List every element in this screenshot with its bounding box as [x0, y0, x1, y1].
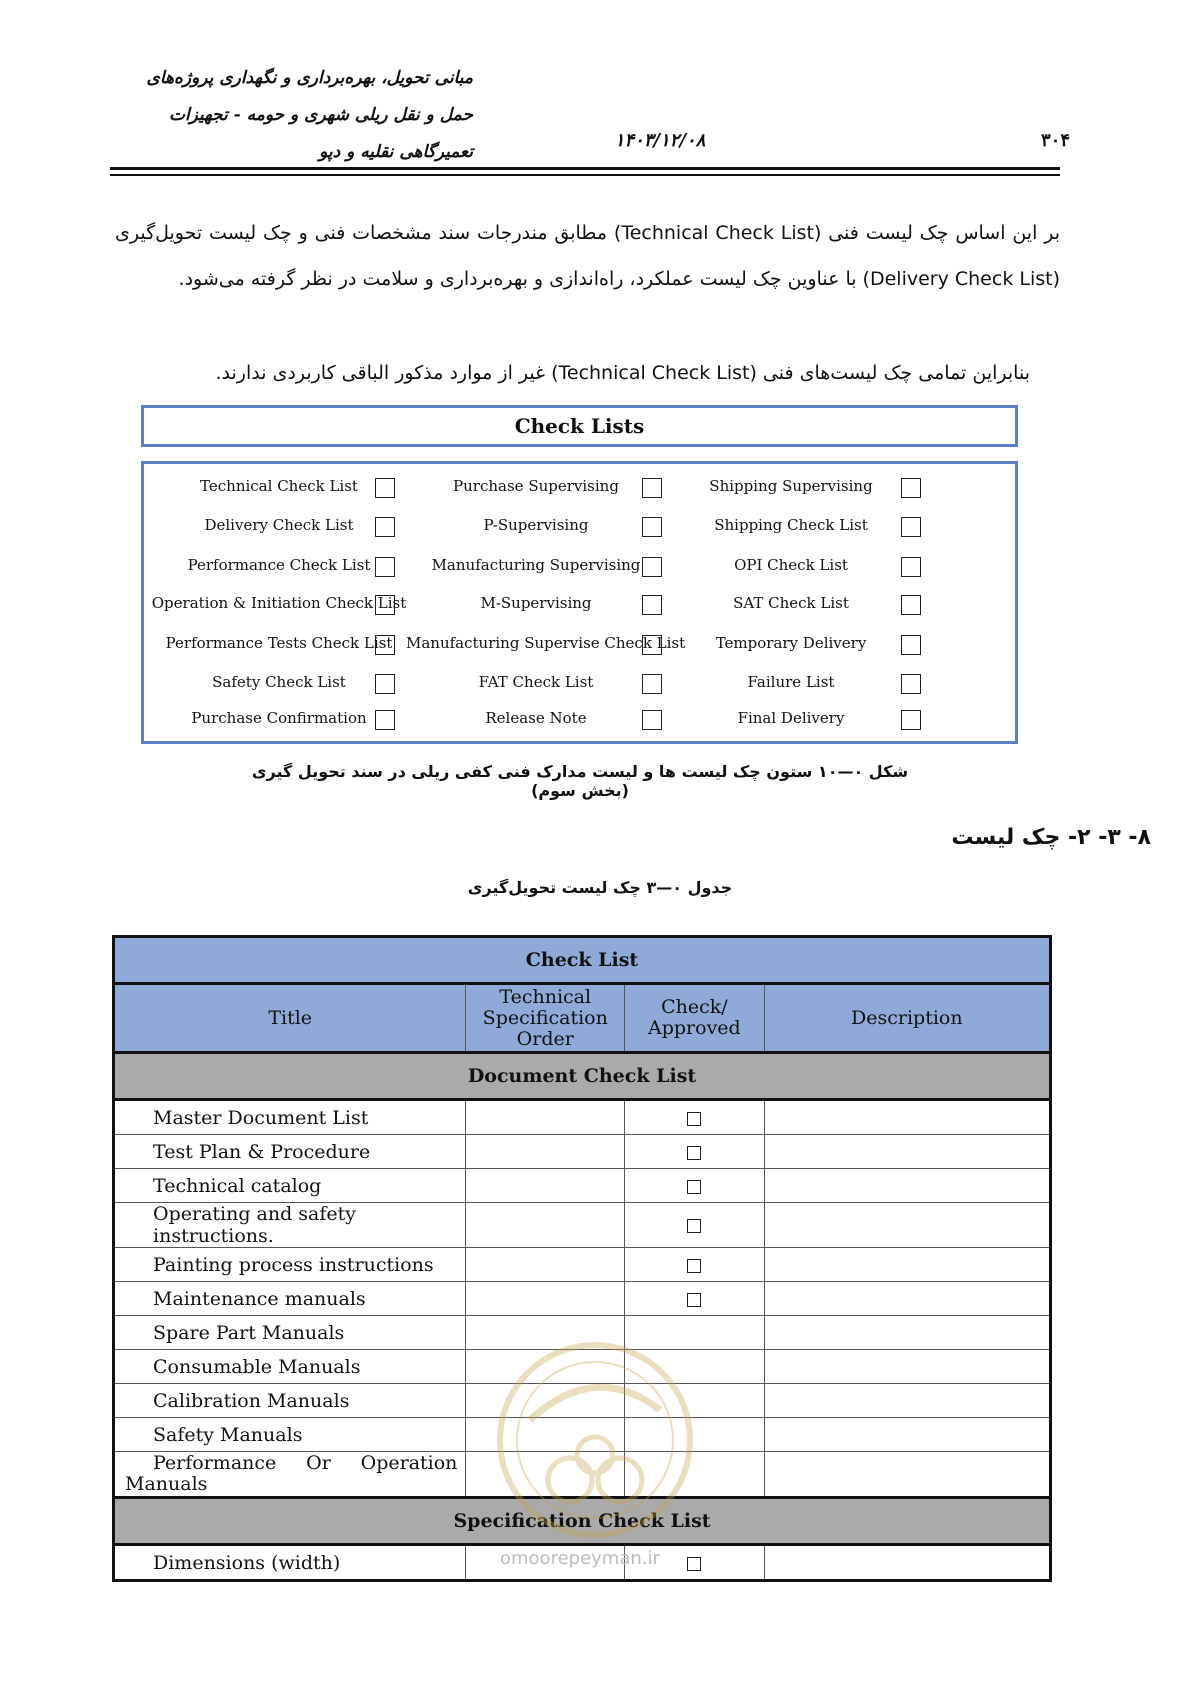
- row-tso: [466, 1418, 625, 1452]
- row-check: [625, 1169, 765, 1203]
- row-title: Test Plan & Procedure: [114, 1135, 466, 1169]
- page-number: ۳۰۴: [1040, 130, 1070, 151]
- header-check: [625, 984, 765, 1053]
- header-title: Title: [114, 984, 466, 1053]
- table-row: [114, 1135, 1051, 1169]
- table-row: [114, 1316, 1051, 1350]
- check-list-item-label: Safety Check List: [212, 673, 346, 691]
- row-title: Maintenance manuals: [114, 1282, 466, 1316]
- row-description: [764, 1169, 1050, 1203]
- row-title: Master Document List: [114, 1100, 466, 1135]
- row-title-word: Operation: [360, 1452, 458, 1474]
- section-row: Specification Check List: [114, 1498, 1051, 1545]
- row-tso: [466, 1350, 625, 1384]
- check-list-item-label: Shipping Check List: [714, 516, 868, 534]
- check-list-checkbox[interactable]: [642, 674, 662, 694]
- table-row: [114, 1418, 1051, 1452]
- check-list-item-label: Release Note: [485, 709, 587, 727]
- row-tso: [466, 1316, 625, 1350]
- check-list-item-label: Operation & Initiation Check List: [151, 594, 407, 612]
- row-check: [625, 1384, 765, 1418]
- check-list-checkbox[interactable]: [642, 517, 662, 537]
- check-list-item-label: P-Supervising: [483, 516, 589, 534]
- check-list-checkbox[interactable]: [901, 595, 921, 615]
- check-list-checkbox[interactable]: [901, 478, 921, 498]
- check-lists-grid: [141, 461, 1018, 744]
- header-title-line-1: مبانی تحویل، بهره‌برداری و نگهداری پروژه‌های: [146, 68, 473, 88]
- row-title-word: Or: [306, 1452, 331, 1474]
- check-list-checkbox[interactable]: [642, 478, 662, 498]
- paragraph-2: بنابراین تمامی چک لیست‌های فنی (Technical Check List) غیر از موارد مذکور الباقی کاربردی ندارند.: [215, 362, 1030, 384]
- check-list-item-label: FAT Check List: [478, 673, 594, 691]
- row-tso: [466, 1203, 625, 1248]
- section-heading: ۸- ۳- ۲- چک لیست: [951, 825, 1151, 850]
- check-list-checkbox[interactable]: [375, 635, 395, 655]
- row-tso: [466, 1384, 625, 1418]
- table-row: [114, 1100, 1051, 1135]
- header-rule: [110, 174, 1060, 176]
- table-row: [114, 1350, 1051, 1384]
- check-list-checkbox[interactable]: [375, 517, 395, 537]
- check-list-checkbox[interactable]: [642, 710, 662, 730]
- check-list-checkbox[interactable]: [642, 635, 662, 655]
- check-list-checkbox[interactable]: [642, 557, 662, 577]
- approved-checkbox[interactable]: [687, 1557, 701, 1571]
- row-description: [764, 1316, 1050, 1350]
- check-list-checkbox[interactable]: [375, 478, 395, 498]
- row-title-line: Manuals: [125, 1473, 208, 1495]
- row-title: Spare Part Manuals: [114, 1316, 466, 1350]
- check-list-item-label: SAT Check List: [733, 594, 849, 612]
- row-tso: [466, 1248, 625, 1282]
- row-check: [625, 1248, 765, 1282]
- row-check: [625, 1203, 765, 1248]
- row-check: [625, 1418, 765, 1452]
- row-title: Calibration Manuals: [114, 1384, 466, 1418]
- row-check: [625, 1350, 765, 1384]
- row-description: [764, 1545, 1050, 1581]
- approved-checkbox[interactable]: [687, 1259, 701, 1273]
- row-title: Painting process instructions: [114, 1248, 466, 1282]
- row-tso: [466, 1452, 625, 1498]
- check-list-item-label: Purchase Supervising: [453, 477, 619, 495]
- row-description: [764, 1418, 1050, 1452]
- check-list-table: [112, 935, 1052, 1582]
- table-row: [114, 1169, 1051, 1203]
- paragraph-1: بر این اساس چک لیست فنی (Technical Check List) مطابق مندرجات سند مشخصات فنی و چک لیست تحویل‌گیری (Delivery Check List) با عناوین چک لیست عملکرد، راه‌اندازی و بهره‌برداری و سلامت در نظر گرفته می‌شود.: [115, 222, 1061, 290]
- check-list-checkbox[interactable]: [375, 557, 395, 577]
- header-title-line-2: حمل و نقل ریلی شهری و حومه - تجهیزات: [168, 105, 473, 125]
- row-title: Dimensions (width): [114, 1545, 466, 1581]
- section-row: Document Check List: [114, 1053, 1051, 1100]
- check-list-item-label: Temporary Delivery: [715, 634, 867, 652]
- row-tso: [466, 1100, 625, 1135]
- check-list-checkbox[interactable]: [375, 710, 395, 730]
- check-list-checkbox[interactable]: [901, 710, 921, 730]
- row-tso: [466, 1282, 625, 1316]
- row-title: Operating and safety instructions.: [114, 1203, 466, 1248]
- header-tso-line: Specification: [482, 1006, 608, 1029]
- header-tso: [466, 984, 625, 1053]
- check-list-item-label: Purchase Confirmation: [191, 709, 367, 727]
- check-list-checkbox[interactable]: [901, 557, 921, 577]
- table-row: [114, 1452, 1051, 1498]
- row-title: Technical catalog: [114, 1169, 466, 1203]
- row-check: [625, 1100, 765, 1135]
- check-list-checkbox[interactable]: [901, 517, 921, 537]
- row-description: [764, 1248, 1050, 1282]
- approved-checkbox[interactable]: [687, 1112, 701, 1126]
- table-title: Check List: [114, 937, 1051, 984]
- check-list-item-label: Performance Check List: [187, 556, 371, 574]
- check-list-item-label: M-Supervising: [480, 594, 592, 612]
- check-list-item-label: Performance Tests Check List: [165, 634, 393, 652]
- check-list-item-label: Manufacturing Supervise Check List: [406, 634, 686, 652]
- row-description: [764, 1282, 1050, 1316]
- document-header-title: [113, 60, 473, 171]
- approved-checkbox[interactable]: [687, 1293, 701, 1307]
- row-description: [764, 1203, 1050, 1248]
- table-row: [114, 1282, 1051, 1316]
- table-row: [114, 1248, 1051, 1282]
- row-title: [114, 1452, 466, 1498]
- figure-caption: شکل ۰—۱۰ ستون چک لیست ها و لیست مدارک فنی کفی ریلی در سند تحویل گیری (بخش سوم): [251, 762, 909, 800]
- row-tso: [466, 1135, 625, 1169]
- check-list-checkbox[interactable]: [642, 595, 662, 615]
- check-list-item-label: Technical Check List: [200, 477, 358, 495]
- check-list-item-label: Manufacturing Supervising: [431, 556, 641, 574]
- row-description: [764, 1135, 1050, 1169]
- row-check: [625, 1282, 765, 1316]
- table-caption: جدول ۰—۳ چک لیست تحویل‌گیری: [467, 878, 733, 897]
- check-list-item-label: Failure List: [747, 673, 835, 691]
- check-list-item-label: Final Delivery: [737, 709, 845, 727]
- check-list-item-label: Delivery Check List: [204, 516, 354, 534]
- header-rule: [110, 167, 1060, 170]
- row-description: [764, 1350, 1050, 1384]
- approved-checkbox[interactable]: [687, 1146, 701, 1160]
- row-title: Consumable Manuals: [114, 1350, 466, 1384]
- check-list-checkbox[interactable]: [375, 595, 395, 615]
- header-tso-line: Technical: [499, 985, 592, 1008]
- check-list-item-label: Shipping Supervising: [709, 477, 873, 495]
- header-check-line: Check/: [661, 996, 728, 1018]
- table-row: [114, 1203, 1051, 1248]
- header-title-line-3: تعمیرگاهی نقلیه و دپو: [319, 142, 473, 162]
- row-tso: [466, 1169, 625, 1203]
- table-row: [114, 1384, 1051, 1418]
- header-description: Description: [764, 984, 1050, 1053]
- check-list-item-label: OPI Check List: [734, 556, 848, 574]
- check-list-checkbox[interactable]: [375, 674, 395, 694]
- row-check: [625, 1452, 765, 1498]
- header-date: ۱۴۰۳/۱۲/۰۸: [614, 130, 706, 151]
- row-title: Safety Manuals: [114, 1418, 466, 1452]
- check-list-checkbox[interactable]: [901, 635, 921, 655]
- row-description: [764, 1384, 1050, 1418]
- figure-title: Check Lists: [141, 405, 1018, 447]
- row-title-word: Performance: [153, 1452, 277, 1474]
- check-list-checkbox[interactable]: [901, 674, 921, 694]
- approved-checkbox[interactable]: [687, 1180, 701, 1194]
- watermark-site: omoorepeyman.ir: [500, 1548, 660, 1569]
- row-description: [764, 1100, 1050, 1135]
- approved-checkbox[interactable]: [687, 1219, 701, 1233]
- row-check: [625, 1316, 765, 1350]
- header-tso-line: Order: [516, 1027, 574, 1050]
- row-check: [625, 1135, 765, 1169]
- row-description: [764, 1452, 1050, 1498]
- header-check-line: Approved: [648, 1017, 741, 1039]
